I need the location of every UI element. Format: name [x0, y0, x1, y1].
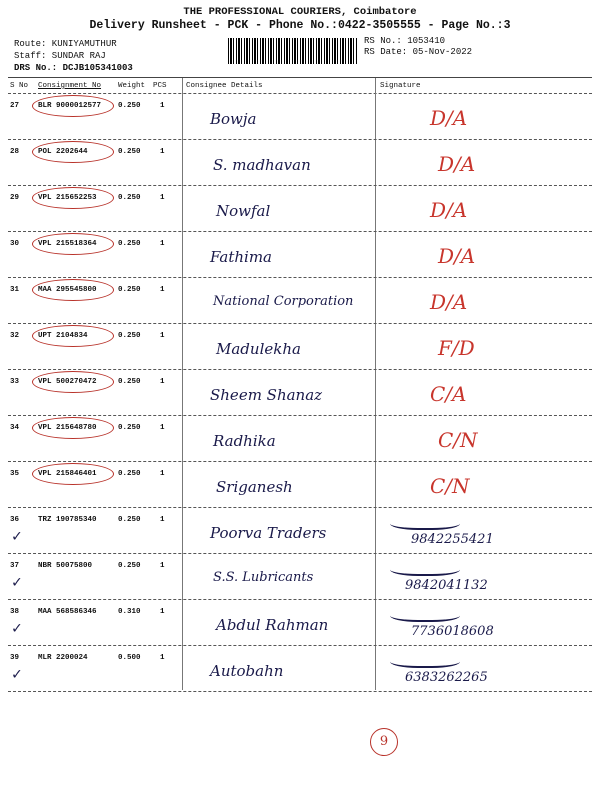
- row-sno: 39: [10, 654, 20, 662]
- row-weight: 0.250: [118, 424, 141, 432]
- row-consignee-handwritten: Fathima: [210, 248, 272, 266]
- row-sno: 34: [10, 424, 20, 432]
- route-label: Route: KUNIYAMUTHUR: [14, 39, 117, 49]
- row-consignment-circle: [32, 141, 114, 163]
- row-status-mark: F/D: [438, 336, 475, 360]
- row-consignee-handwritten: S. madhavan: [213, 156, 311, 174]
- row-consignment-circle: [32, 371, 114, 393]
- row-consignment-circle: [32, 95, 114, 117]
- row-consignment-circle: [32, 233, 114, 255]
- row-divider: [8, 507, 592, 508]
- row-receiver-signature-scribble: [390, 606, 460, 622]
- row-consignment-no: TRZ 190785340: [38, 516, 97, 524]
- row-weight: 0.250: [118, 516, 141, 524]
- row-check-tick: ✓: [12, 620, 22, 638]
- row-consignee-handwritten: Sriganesh: [216, 478, 293, 496]
- row-divider: [8, 645, 592, 646]
- barcode: [228, 38, 358, 64]
- row-status-mark: D/A: [430, 106, 468, 130]
- row-check-tick: ✓: [12, 574, 22, 592]
- row-divider: [8, 231, 592, 232]
- row-sno: 30: [10, 240, 20, 248]
- row-pcs: 1: [160, 470, 165, 478]
- row-consignment-circle: [32, 463, 114, 485]
- row-divider: [8, 139, 592, 140]
- row-sno: 36: [10, 516, 20, 524]
- row-weight: 0.250: [118, 194, 141, 202]
- row-pcs: 1: [160, 424, 165, 432]
- row-consignment-no: UPT 2104834: [38, 332, 88, 340]
- header-rule-top: [8, 77, 592, 78]
- row-weight: 0.250: [118, 102, 141, 110]
- row-sno: 28: [10, 148, 20, 156]
- row-consignment-no: VPL 215518364: [38, 240, 97, 248]
- row-consignee-handwritten: S.S. Lubricants: [213, 570, 314, 585]
- page-number-mark: 9: [370, 728, 398, 756]
- row-consignment-no: MLR 2200024: [38, 654, 88, 662]
- row-status-mark: D/A: [438, 152, 476, 176]
- row-weight: 0.250: [118, 470, 141, 478]
- row-consignment-no: VPL 215652253: [38, 194, 97, 202]
- row-consignee-handwritten: National Corporation: [213, 294, 354, 309]
- row-consignment-circle: [32, 279, 114, 301]
- row-sno: 38: [10, 608, 20, 616]
- row-consignment-no: MAA 568586346: [38, 608, 97, 616]
- row-consignment-no: VPL 215648780: [38, 424, 97, 432]
- row-sno: 37: [10, 562, 20, 570]
- row-pcs: 1: [160, 286, 165, 294]
- company-title: THE PROFESSIONAL COURIERS, Coimbatore: [183, 6, 417, 18]
- row-weight: 0.250: [118, 332, 141, 340]
- row-status-mark: C/N: [430, 474, 470, 498]
- row-sno: 31: [10, 286, 20, 294]
- row-sno: 33: [10, 378, 20, 386]
- row-receiver-phone: 9842041132: [405, 578, 488, 593]
- row-weight: 0.250: [118, 378, 141, 386]
- row-check-tick: ✓: [12, 666, 22, 684]
- row-weight: 0.250: [118, 286, 141, 294]
- row-consignee-handwritten: Bowja: [210, 110, 257, 128]
- row-consignment-no: BLR 9000012577: [38, 102, 102, 110]
- row-divider: [8, 553, 592, 554]
- drs-number: DRS No.: DCJB105341003: [14, 63, 133, 73]
- row-divider: [8, 323, 592, 324]
- row-consignee-handwritten: Nowfal: [216, 202, 271, 220]
- row-receiver-signature-scribble: [390, 514, 460, 530]
- row-consignee-handwritten: Sheem Shanaz: [210, 386, 323, 404]
- col-header-signature: Signature: [380, 82, 421, 90]
- row-consignee-handwritten: Autobahn: [210, 662, 284, 680]
- row-divider: [8, 185, 592, 186]
- row-consignee-handwritten: Radhika: [213, 432, 276, 450]
- row-receiver-phone: 6383262265: [405, 670, 488, 685]
- row-weight: 0.250: [118, 562, 141, 570]
- rs-number: RS No.: 1053410: [364, 36, 446, 46]
- row-divider: [8, 599, 592, 600]
- row-sno: 32: [10, 332, 20, 340]
- row-consignment-no: VPL 215846401: [38, 470, 97, 478]
- header-rule-bottom: [8, 93, 592, 94]
- col-header-pcs: PCS: [153, 82, 167, 90]
- rs-date: RS Date: 05-Nov-2022: [364, 47, 473, 57]
- row-consignment-no: POL 2202644: [38, 148, 88, 156]
- row-weight: 0.250: [118, 148, 141, 156]
- staff-label: Staff: SUNDAR RAJ: [14, 51, 106, 61]
- row-pcs: 1: [160, 194, 165, 202]
- runsheet-subtitle: Delivery Runsheet - PCK - Phone No.:0422-3505555 - Page No.:3: [89, 19, 511, 32]
- row-divider: [8, 369, 592, 370]
- row-consignment-circle: [32, 417, 114, 439]
- row-consignment-no: NBR 50075800: [38, 562, 93, 570]
- row-weight: 0.310: [118, 608, 141, 616]
- row-pcs: 1: [160, 608, 165, 616]
- row-consignment-circle: [32, 325, 114, 347]
- row-weight: 0.500: [118, 654, 141, 662]
- col-header-consignment: Consignment No: [38, 82, 102, 90]
- row-sno: 29: [10, 194, 20, 202]
- row-pcs: 1: [160, 562, 165, 570]
- row-check-tick: ✓: [12, 528, 22, 546]
- row-status-mark: C/A: [430, 382, 467, 406]
- row-pcs: 1: [160, 102, 165, 110]
- row-weight: 0.250: [118, 240, 141, 248]
- row-status-mark: D/A: [438, 244, 476, 268]
- row-status-mark: D/A: [430, 198, 468, 222]
- row-divider: [8, 277, 592, 278]
- col-header-consignee: Consignee Details: [186, 82, 263, 90]
- col-header-weight: Weight: [118, 82, 146, 90]
- row-receiver-phone: 9842255421: [411, 532, 494, 547]
- row-pcs: 1: [160, 240, 165, 248]
- row-divider: [8, 461, 592, 462]
- row-pcs: 1: [160, 332, 165, 340]
- row-receiver-signature-scribble: [390, 652, 460, 668]
- row-consignment-no: VPL 500270472: [38, 378, 97, 386]
- row-status-mark: D/A: [430, 290, 468, 314]
- row-consignee-handwritten: Poorva Traders: [210, 524, 327, 542]
- row-receiver-phone: 7736018608: [411, 624, 494, 639]
- row-receiver-signature-scribble: [390, 560, 460, 576]
- row-divider: [8, 691, 592, 692]
- row-consignee-handwritten: Abdul Rahman: [216, 616, 329, 634]
- row-consignment-circle: [32, 187, 114, 209]
- row-status-mark: C/N: [438, 428, 478, 452]
- row-pcs: 1: [160, 148, 165, 156]
- row-sno: 27: [10, 102, 20, 110]
- row-pcs: 1: [160, 378, 165, 386]
- row-consignee-handwritten: Madulekha: [216, 340, 301, 358]
- row-pcs: 1: [160, 516, 165, 524]
- row-consignment-no: MAA 295545800: [38, 286, 97, 294]
- row-divider: [8, 415, 592, 416]
- row-sno: 35: [10, 470, 20, 478]
- row-pcs: 1: [160, 654, 165, 662]
- col-header-sno: S No: [10, 82, 29, 90]
